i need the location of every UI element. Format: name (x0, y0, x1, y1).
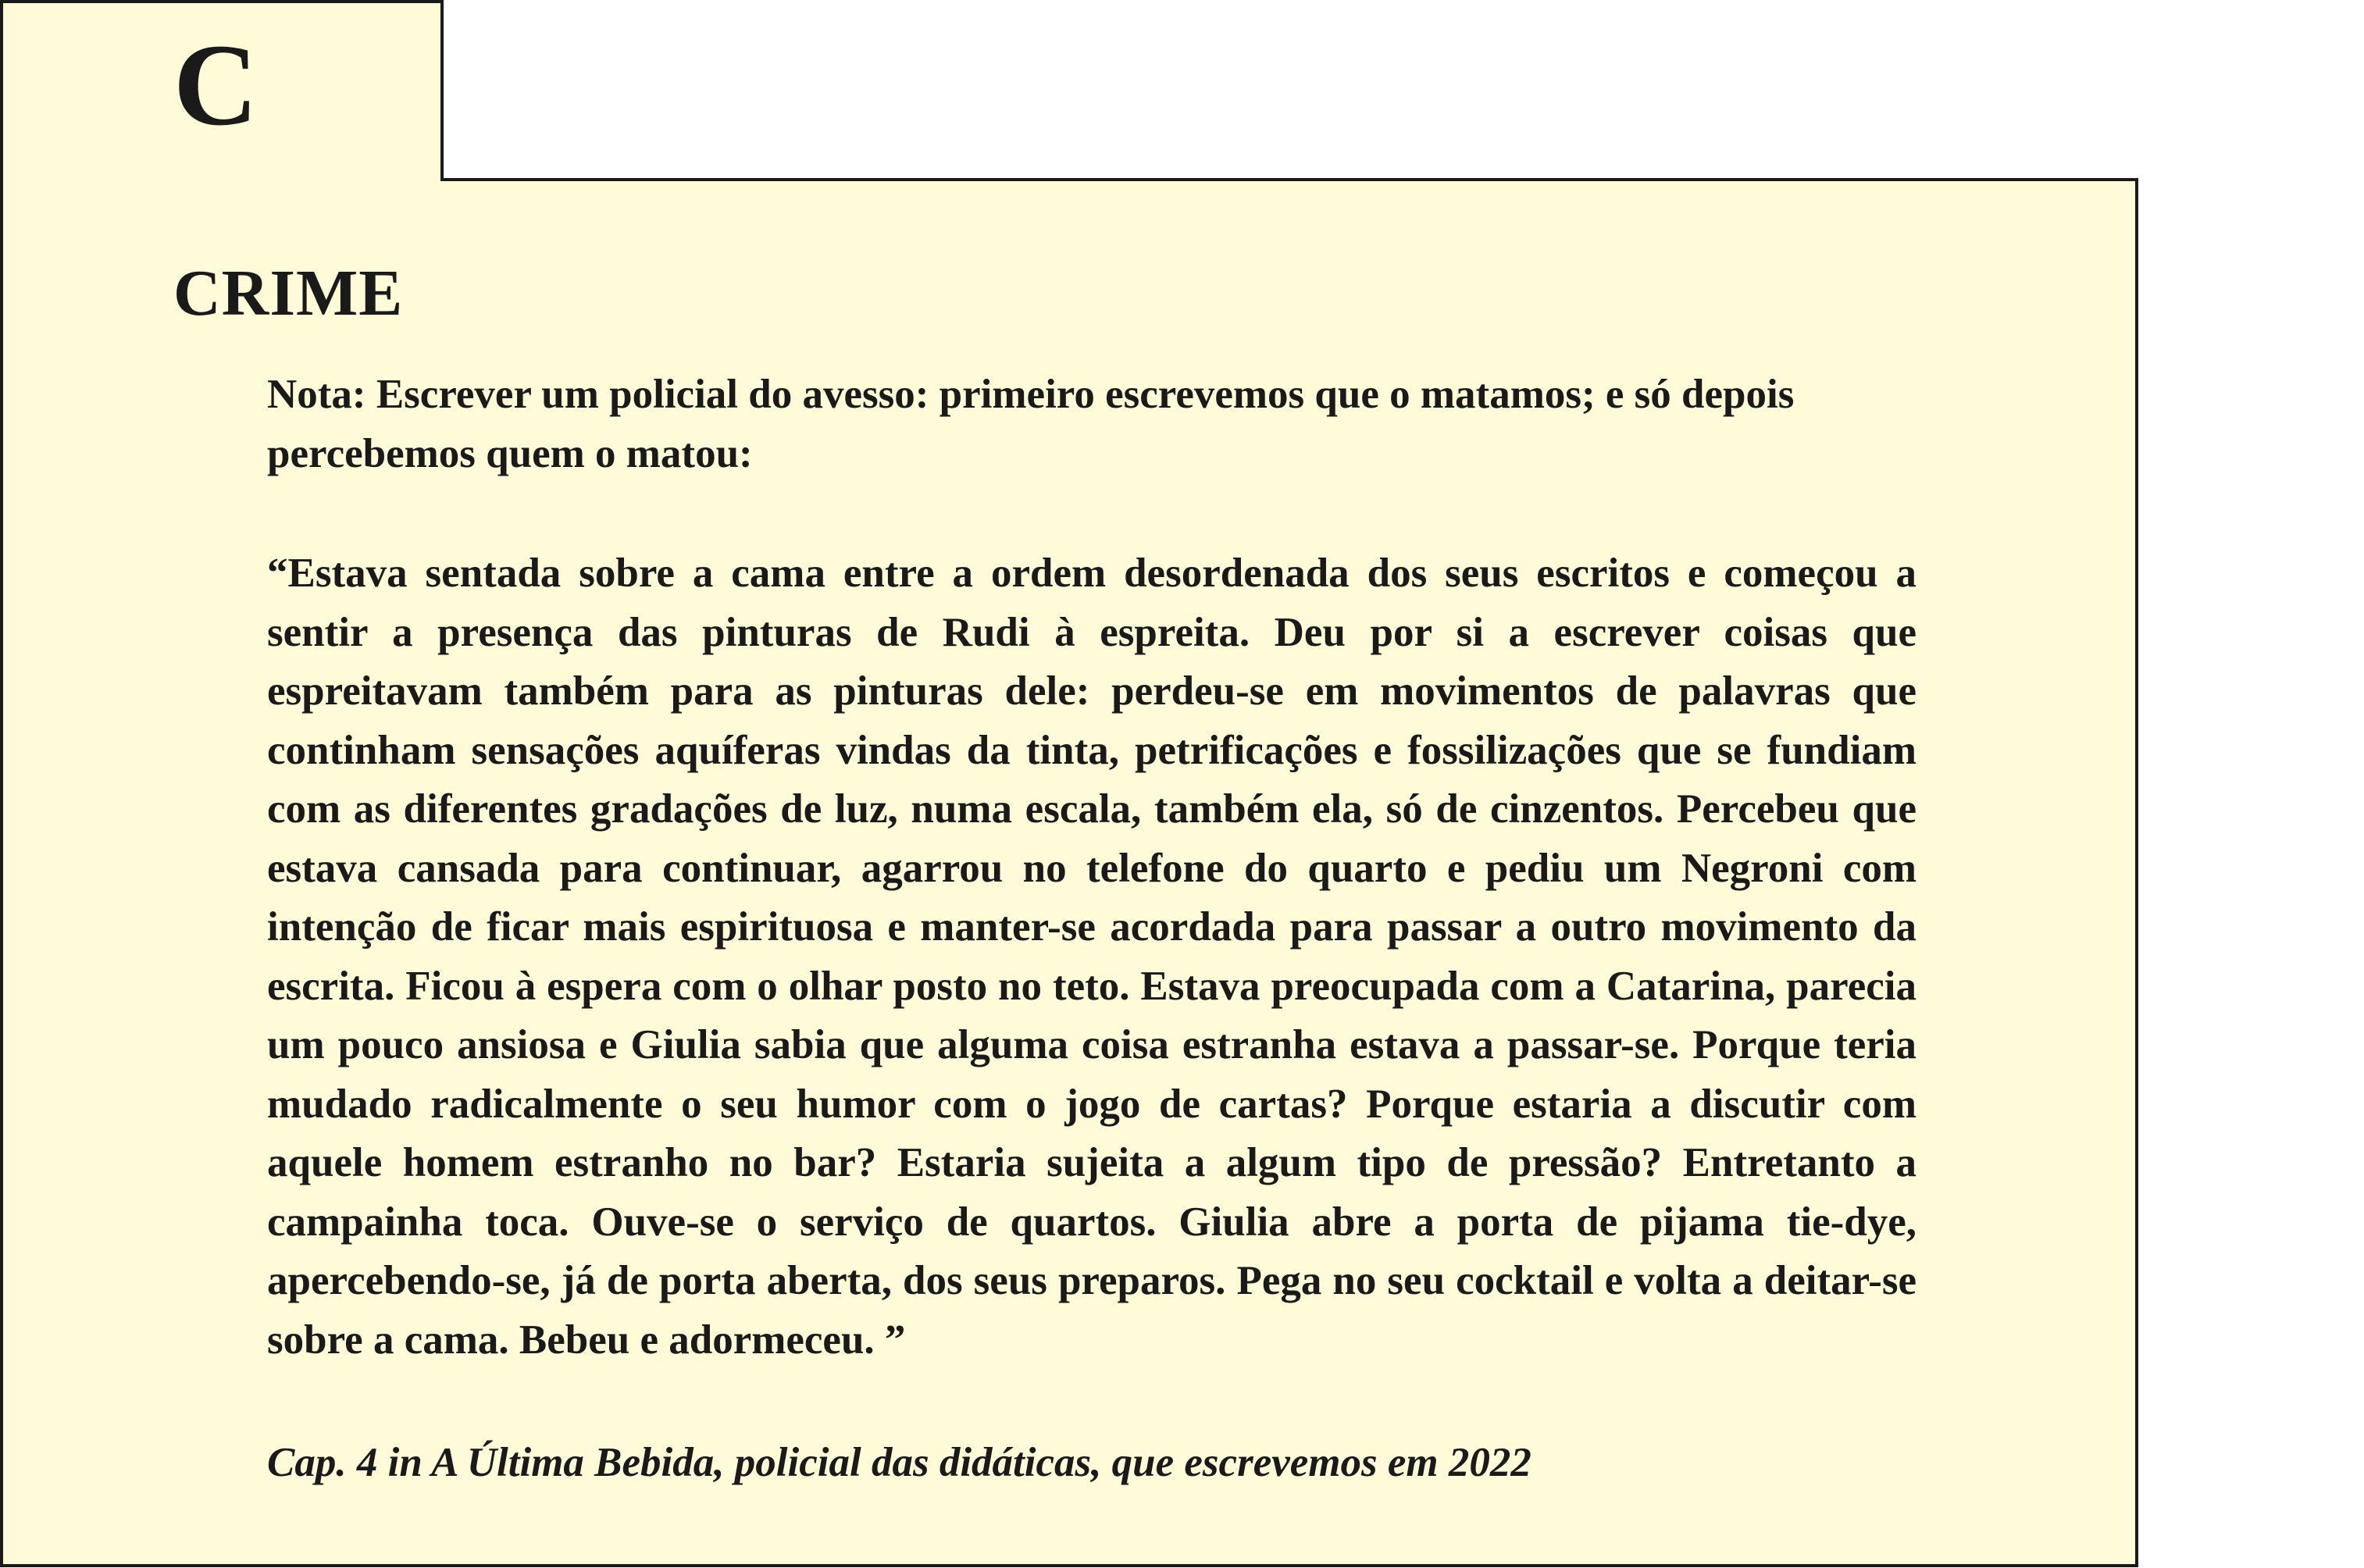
card-content (267, 365, 1917, 1493)
section-title: CRIME (173, 257, 404, 330)
source-caption: Cap. 4 in A Última Bebida, policial das didáticas, que escrevemos em 2022 (267, 1440, 1531, 1485)
tab-letter: C (173, 20, 259, 150)
quote-paragraph: “Estava sentada sobre a cama entre a ordem desordenada dos seus escritos e começou a sentir a presença das pinturas de Rudi à espreita. Deu por si a escrever coisas que espreitavam também para as pinturas dele: perdeu-se em movimentos de palavras que continham sensações aquíferas vindas da tinta, petrificações e fossilizações que se fundiam com as diferentes gradações de luz, numa escala, também ela, só de cinzentos. Percebeu que estava cansada para continuar, agarrou no telefone do quarto e pediu um Negroni com intenção de ficar mais espirituosa e manter-se acordada para passar a outro movimento da escrita. Ficou à espera com o olhar posto no teto. Estava preocupada com a Catarina, parecia um pouco ansiosa e Giulia sabia que alguma coisa estranha estava a passar-se. Porque teria mudado radicalmente o seu humor com o jogo de cartas? Porque estaria a discutir com aquele homem estranho no bar? Estaria sujeita a algum tipo de pressão? Entretanto a campainha toca. Ouve-se o serviço de quartos. Giulia abre a porta de pijama tie-dye, apercebendo-se, já de porta aberta, dos seus preparos. Pega no seu cocktail e volta a deitar-se sobre a cama. Bebeu e adormeceu. ” (267, 551, 1917, 1363)
note-paragraph: Nota: Escrever um policial do avesso: primeiro escrevemos que o matamos; e só depois percebemos quem o matou: (267, 372, 1795, 476)
